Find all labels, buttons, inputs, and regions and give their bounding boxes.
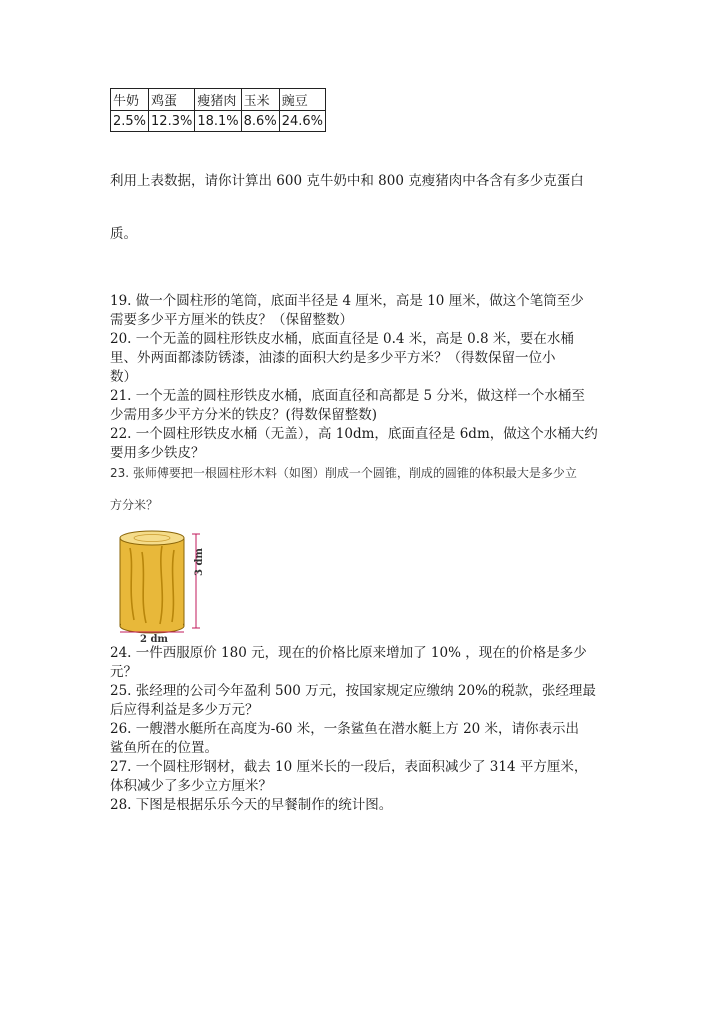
value-cell: 24.6% xyxy=(279,111,325,132)
value-cell: 12.3% xyxy=(149,111,195,132)
header-cell: 牛奶 xyxy=(111,89,149,111)
intro-line-1: 利用上表数据，请你计算出 600 克牛奶中和 800 克瘦猪肉中各含有多少克蛋白 xyxy=(110,173,584,189)
question-line: 27. 一个圆柱形钢材，截去 10 厘米长的一段后，表面积减少了 314 平方厘米， xyxy=(110,759,588,775)
question-line: 数） xyxy=(110,369,137,385)
header-cell: 玉米 xyxy=(241,89,279,111)
question-19 xyxy=(110,292,610,330)
table-value-row xyxy=(111,111,326,132)
question-line: 26. 一艘潜水艇所在高度为-60 米，一条鲨鱼在潜水艇上方 20 米，请你表示出 xyxy=(110,721,580,737)
question-line: 需要多少平方厘米的铁皮？（保留整数） xyxy=(110,312,353,328)
protein-table xyxy=(110,88,326,132)
question-21 xyxy=(110,387,610,425)
question-line: 元？ xyxy=(110,664,137,680)
value-cell: 2.5% xyxy=(111,111,149,132)
question-25 xyxy=(110,682,610,720)
intro-line-2: 质。 xyxy=(110,226,137,242)
question-line: 21. 一个无盖的圆柱形铁皮水桶，底面直径和高都是 5 分米，做这样一个水桶至 xyxy=(110,388,585,404)
question-line: 24. 一件西服原价 180 元，现在的价格比原来增加了 10% ，现在的价格是多少 xyxy=(110,645,587,661)
question-line: 后应得利益是多少万元？ xyxy=(110,702,259,718)
value-cell: 8.6% xyxy=(241,111,279,132)
question-line: 要用多少铁皮？ xyxy=(110,445,205,461)
question-26 xyxy=(110,720,610,758)
header-cell: 鸡蛋 xyxy=(149,89,195,111)
cylinder-top xyxy=(120,531,184,545)
question-line: 鲨鱼所在的位置。 xyxy=(110,740,218,756)
question-23-line-1: 23. 张师傅要把一根圆柱形木料（如图）削成一个圆锥，削成的圆锥的体积最大是多少立 xyxy=(110,466,577,480)
diameter-label: 2 dm xyxy=(140,634,169,644)
question-line: 少需用多少平方分米的铁皮？(得数保留整数) xyxy=(110,407,378,423)
question-28 xyxy=(110,796,610,815)
cylinder-wood-figure xyxy=(112,528,212,644)
header-cell: 瘦猪肉 xyxy=(195,89,241,111)
table-header-row xyxy=(111,89,326,111)
question-line: 28. 下图是根据乐乐今天的早餐制作的统计图。 xyxy=(110,797,393,813)
question-24 xyxy=(110,644,610,682)
question-22 xyxy=(110,425,610,463)
header-cell: 豌豆 xyxy=(279,89,325,111)
question-23-line-2: 方分米？ xyxy=(110,498,159,512)
question-line: 20. 一个无盖的圆柱形铁皮水桶，底面直径是 0.4 米，高是 0.8 米，要在水桶 xyxy=(110,331,574,347)
question-line: 25. 张经理的公司今年盈利 500 万元，按国家规定应缴纳 20%的税款，张经理最 xyxy=(110,683,596,699)
value-cell: 18.1% xyxy=(195,111,241,132)
height-label: 3 dm xyxy=(194,547,205,576)
question-20 xyxy=(110,330,610,387)
question-line: 19. 做一个圆柱形的笔筒，底面半径是 4 厘米，高是 10 厘米，做这个笔筒至少 xyxy=(110,293,584,309)
question-line: 体积减少了多少立方厘米？ xyxy=(110,778,272,794)
question-line: 里、外两面都漆防锈漆，油漆的面积大约是多少平方米？（得数保留一位小 xyxy=(110,350,556,366)
question-line: 22. 一个圆柱形铁皮水桶（无盖），高 10dm，底面直径是 6dm，做这个水桶大约 xyxy=(110,426,598,442)
question-27 xyxy=(110,758,610,796)
